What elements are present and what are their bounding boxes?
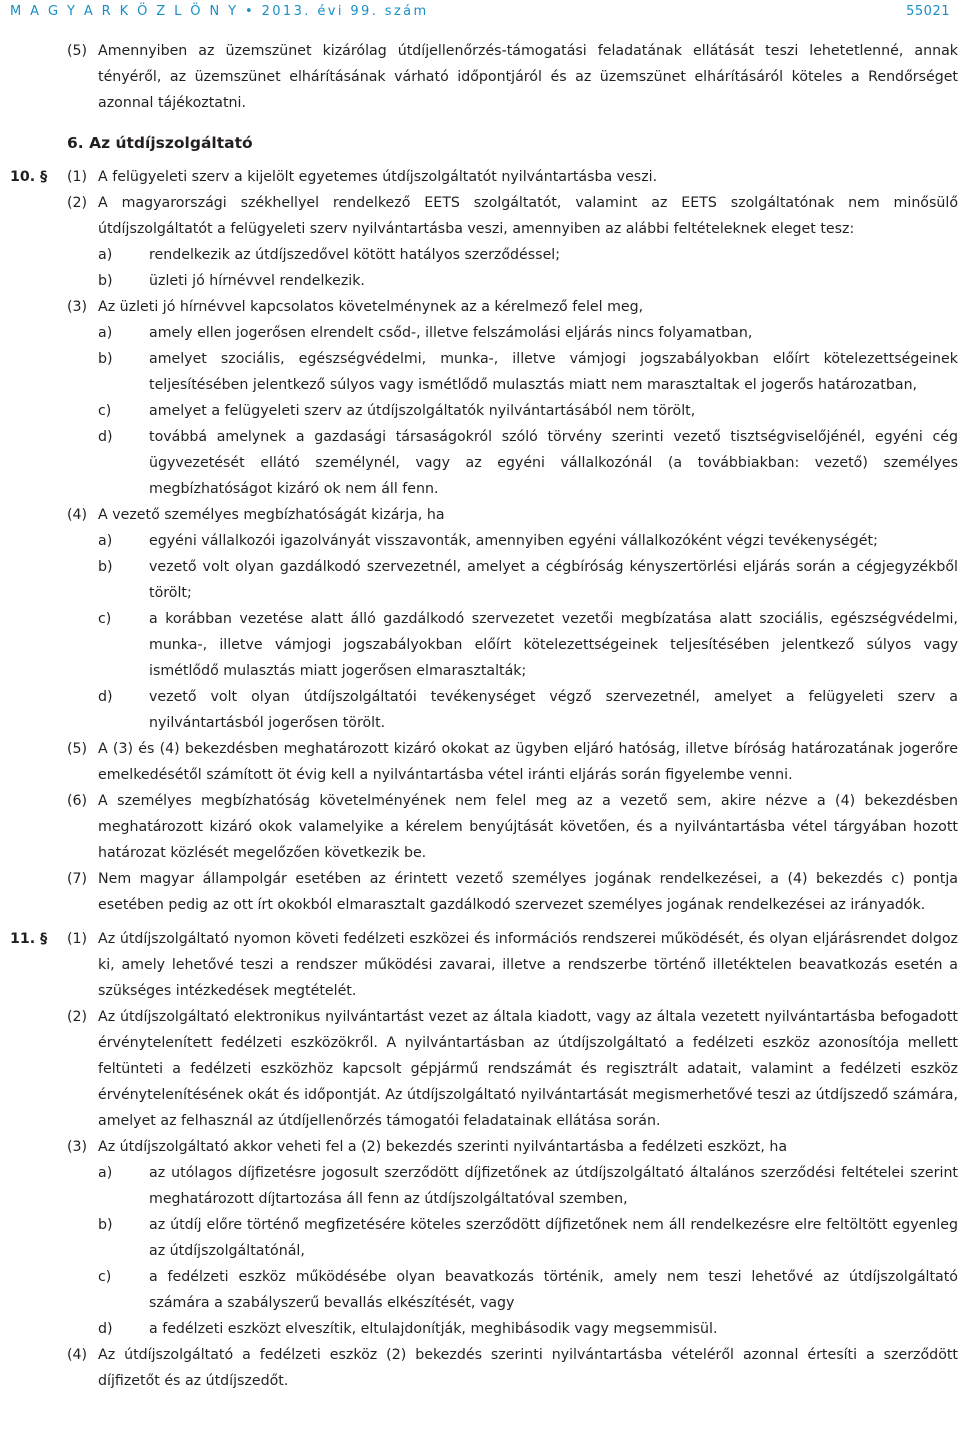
item-label: a): [98, 325, 113, 341]
list-item: [98, 1212, 958, 1264]
paragraph-label: (7): [67, 871, 88, 887]
section-10: [10, 164, 958, 918]
item-text: vezető volt olyan útdíjszolgáltatói tevékenységet végző szervezetnél, amelyet a felügyeleti szerv a nyilvántartásból jogerősen törölt.: [149, 689, 958, 731]
item-label: d): [98, 429, 113, 445]
item-text: egyéni vállalkozói igazolványát visszavonták, amennyiben egyéni vállalkozóként végzi tevékenységét;: [149, 533, 878, 549]
item-text: továbbá amelynek a gazdasági társaságokról szóló törvény szerinti vezető tisztségviselőjénél, egyéni cég ügyvezetését ellátó személynél, vagy az egyéni vállalkozónál (a továbbiakban: vezető) személyes megbízhatóságot kizáró ok nem áll fenn.: [149, 429, 958, 497]
intro-paragraph: [10, 38, 958, 116]
item-text: az utólagos díjfizetésre jogosult szerződött díjfizetőnek az útdíjszolgáltató általános szerződési feltételei szerint meghatározott díjtartozása áll fenn az útdíjszolgáltatóval szemben,: [149, 1165, 958, 1207]
list-10-4: [98, 528, 958, 736]
list-item: [98, 606, 958, 684]
section-title: 6. Az útdíjszolgáltató: [67, 134, 253, 152]
list-item: [98, 320, 958, 346]
item-label: b): [98, 273, 113, 289]
paragraph-10-4: [10, 502, 958, 528]
paragraph-text: Az útdíjszolgáltató akkor veheti fel a (2) bekezdés szerinti nyilvántartásba a fedélzeti eszközt, ha: [98, 1139, 788, 1155]
paragraph-10-7: [10, 866, 958, 918]
paragraph-text: Amennyiben az üzemszünet kizárólag útdíjellenőrzés-támogatási feladatának ellátását teszi lehetetlenné, annak tényéről, az üzemszünet elhárításának várható időpontjáról és az üzemszünet elhárításáról köteles a Rendőrséget azonnal tájékoztatni.: [98, 43, 958, 111]
paragraph-10-6: [10, 788, 958, 866]
list-item: [98, 554, 958, 606]
list-item: [98, 1264, 958, 1316]
item-label: c): [98, 611, 112, 627]
list-item: [98, 1160, 958, 1212]
paragraph-11-2: [10, 1004, 958, 1134]
journal-title: M A G Y A R K Ö Z L Ö N Y • 2013. évi 99. szám: [10, 3, 429, 19]
document-body: [10, 38, 958, 1394]
paragraph-label: (5): [67, 741, 88, 757]
paragraph-label: (6): [67, 793, 88, 809]
paragraph-11-3: [10, 1134, 958, 1160]
paragraph-label: (4): [67, 1347, 88, 1363]
list-item: [98, 684, 958, 736]
item-text: az útdíj előre történő megfizetésére köteles szerződött díjfizetőnek nem áll rendelkezésre elre feltöltött egyenleg az útdíjszolgáltatónál,: [149, 1217, 958, 1259]
paragraph-10-2: [10, 190, 958, 242]
paragraph-text: A személyes megbízhatóság követelményének nem felel meg az a vezető sem, akire nézve a (4) bekezdésben meghatározott kizáró okok valamelyike a kérelem benyújtását követően, és a nyilvántartásba vétel tárgyában hozott határozat közlését megelőzően következik be.: [98, 793, 958, 861]
paragraph-11-4: [10, 1342, 958, 1394]
item-label: c): [98, 403, 112, 419]
list-item: [98, 242, 958, 268]
page-header: [10, 0, 950, 22]
item-text: üzleti jó hírnévvel rendelkezik.: [149, 273, 365, 289]
paragraph-10-3: [10, 294, 958, 320]
paragraph-text: A vezető személyes megbízhatóságát kizárja, ha: [98, 507, 445, 523]
item-label: a): [98, 533, 113, 549]
paragraph-text: A (3) és (4) bekezdésben meghatározott kizáró okokat az ügyben eljáró hatóság, illetve bíróság határozatának jogerőre emelkedésétől számított öt évig kell a nyilvántartásba vétel iránti eljárás során figyelembe venni.: [98, 741, 958, 783]
item-text: rendelkezik az útdíjszedővel kötött hatályos szerződéssel;: [149, 247, 561, 263]
paragraph-10-1: [10, 164, 958, 190]
list-item: [98, 1316, 958, 1342]
list-item: [98, 268, 958, 294]
item-text: amely ellen jogerősen elrendelt csőd-, illetve felszámolási eljárás nincs folyamatban,: [149, 325, 753, 341]
item-text: amelyet szociális, egészségvédelmi, munka-, illetve vámjogi jogszabályokban előírt kötelezettségeinek teljesítésében jelentkező súlyos vagy ismétlődő mulasztás miatt nem marasztaltak el jogerős határozatban,: [149, 351, 958, 393]
paragraph-text: A felügyeleti szerv a kijelölt egyetemes útdíjszolgáltatót nyilvántartásba veszi.: [98, 169, 658, 185]
section-11: [10, 926, 958, 1394]
item-text: a korábban vezetése alatt álló gazdálkodó szervezetet vezetői megbízatása alatt szociális, egészségvédelmi, munka-, illetve vámjogi jogszabályokban előírt kötelezettségeinek teljesítésében jelentkező súlyos vagy ismétlődő mulasztás miatt jogerősen elmarasztalták;: [149, 611, 958, 679]
paragraph-10-5: [10, 736, 958, 788]
list-10-2: [98, 242, 958, 294]
paragraph-text: Az üzleti jó hírnévvel kapcsolatos követelménynek az a kérelmező felel meg,: [98, 299, 644, 315]
list-item: [98, 346, 958, 398]
list-item: [98, 398, 958, 424]
paragraph-label: (5): [67, 43, 88, 59]
section-label: 10. §: [10, 169, 48, 185]
paragraph-text: Az útdíjszolgáltató nyomon követi fedélzeti eszközei és információs rendszerei működését, és olyan eljárásrendet dolgoz ki, amely lehetővé teszi a rendszer működési zavarai, illetve a rendszerbe történő illetéktelen beavatkozás esetén a szükséges intézkedések megtételét.: [98, 931, 958, 999]
item-label: a): [98, 1165, 113, 1181]
item-text: a fedélzeti eszközt elveszítik, eltulajdonítják, meghibásodik vagy megsemmisül.: [149, 1321, 718, 1337]
paragraph-11-1: [10, 926, 958, 1004]
section-label: 11. §: [10, 931, 48, 947]
item-label: b): [98, 351, 113, 367]
paragraph-label: (3): [67, 299, 88, 315]
page-number: 55021: [906, 3, 950, 19]
paragraph-label: (2): [67, 1009, 88, 1025]
paragraph-text: Nem magyar állampolgár esetében az érintett vezető személyes jogának rendelkezései, a (4) bekezdés c) pontja esetében pedig az ott írt okokból elmarasztalt gazdálkodó szervezet személyes jogának rendelkezései az irányadók.: [98, 871, 958, 913]
list-10-3: [98, 320, 958, 502]
paragraph-label: (1): [67, 169, 88, 185]
item-label: d): [98, 689, 113, 705]
item-label: b): [98, 1217, 113, 1233]
item-text: a fedélzeti eszköz működésébe olyan beavatkozás történik, amely nem teszi lehetővé az útdíjszolgáltató számára a szabályszerű bevallás elkészítését, vagy: [149, 1269, 958, 1311]
item-label: b): [98, 559, 113, 575]
list-item: [98, 528, 958, 554]
paragraph-label: (2): [67, 195, 88, 211]
item-text: vezető volt olyan gazdálkodó szervezetnél, amelyet a cégbíróság kényszertörlési eljárás során a cégjegyzékből törölt;: [149, 559, 958, 601]
paragraph-text: A magyarországi székhellyel rendelkező EETS szolgáltatót, valamint az EETS szolgáltatónak nem minősülő útdíjszolgáltatót a felügyeleti szerv nyilvántartásba veszi, amennyiben az alábbi feltételeknek eleget tesz:: [98, 195, 958, 237]
list-item: [98, 424, 958, 502]
paragraph-text: Az útdíjszolgáltató elektronikus nyilvántartást vezet az általa kiadott, vagy az általa vezetett nyilvántartásba befogadott érvénytelenített fedélzeti eszközökről. A nyilvántartásban az útdíjszolgáltató a fedélzeti eszköz azonosítója mellett feltünteti a fedélzeti eszközhöz kapcsolt gépjármű rendszámát és regisztrált adatait, valamint a fedélzeti eszköz érvénytelenítésének okát és időpontját. Az útdíjszolgáltató nyilvántartását megismerhetővé teszi az útdíjszedő számára, amelyet az felhasznál az útdíjellenőrzés támogatói feladatainak ellátása során.: [98, 1009, 958, 1129]
item-text: amelyet a felügyeleti szerv az útdíjszolgáltatók nyilvántartásából nem törölt,: [149, 403, 696, 419]
item-label: c): [98, 1269, 112, 1285]
paragraph-label: (3): [67, 1139, 88, 1155]
paragraph-label: (1): [67, 931, 88, 947]
paragraph-label: (4): [67, 507, 88, 523]
paragraph-text: Az útdíjszolgáltató a fedélzeti eszköz (2) bekezdés szerinti nyilvántartásba vételéről azonnal értesíti a szerződött díjfizetőt és az útdíjszedőt.: [98, 1347, 958, 1389]
list-11-3: [98, 1160, 958, 1342]
item-label: a): [98, 247, 113, 263]
item-label: d): [98, 1321, 113, 1337]
